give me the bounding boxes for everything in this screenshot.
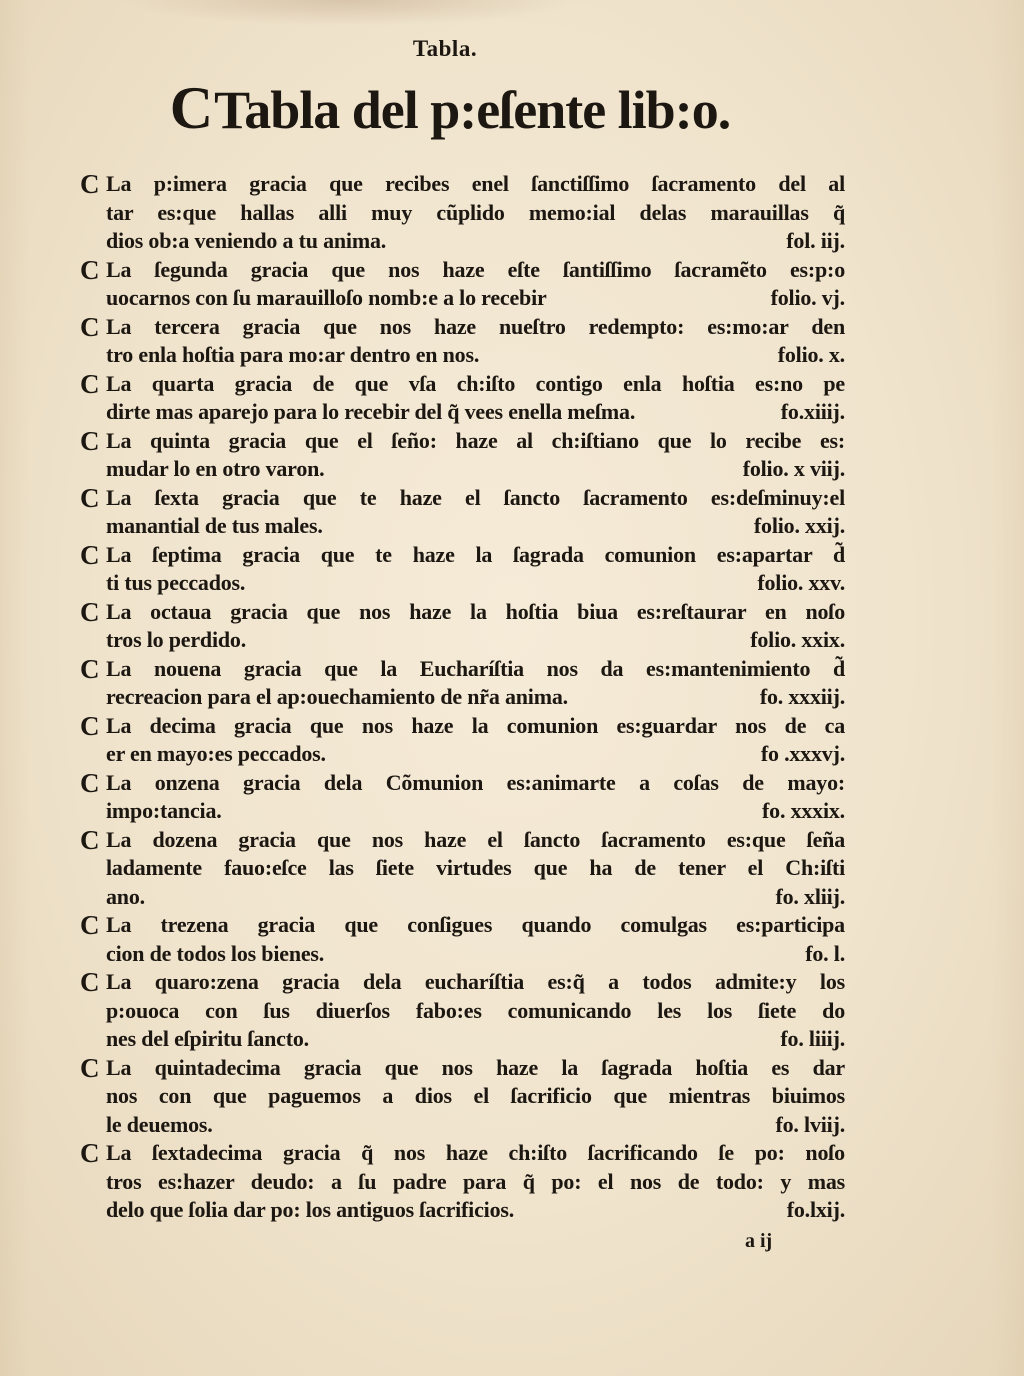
table-of-contents <box>0 170 1024 1225</box>
folio-reference: fo.lxij. <box>786 1197 845 1222</box>
folio-reference: fo. xliij. <box>775 883 845 909</box>
entry-text: nes del eſpiritu ſancto. <box>106 1026 309 1051</box>
paragraph-mark-icon: C <box>80 539 100 570</box>
toc-entry <box>0 1054 1024 1140</box>
folio-reference: folio. xxv. <box>757 570 845 595</box>
entry-line: tar es:que hallas alli muy cũplido memo:ial delas marauillas q̃ <box>106 199 845 225</box>
folio-reference: fo. xxxiij. <box>759 684 845 709</box>
toc-entry <box>0 655 1024 712</box>
folio-reference: fo. liiij. <box>780 1026 845 1051</box>
entry-line: La quintadecima gracia que nos haze la ſagrada hoſtia es dar <box>106 1054 845 1080</box>
entry-line: La quarta gracia de que vſa ch:iſto contigo enla hoſtia es:no pe <box>106 370 845 396</box>
paragraph-mark-icon: C <box>80 596 100 627</box>
entry-last-line <box>106 1196 845 1225</box>
entry-last-line <box>106 683 845 712</box>
paragraph-mark-icon: C <box>80 311 100 342</box>
entry-line: p:ouoca con ſus diuerſos fabo:es comunicando les los ſiete do <box>106 997 845 1023</box>
paragraph-mark-icon: C <box>80 967 100 997</box>
toc-entry <box>0 484 1024 541</box>
toc-entry <box>0 968 1024 1054</box>
folio-reference: fo.xiiij. <box>780 399 845 424</box>
entry-text: ano. <box>106 883 145 909</box>
entry-last-line <box>106 227 845 256</box>
paragraph-mark-icon: C <box>80 425 100 456</box>
folio-reference: folio. x viij. <box>742 456 845 481</box>
entry-text: dios ob:a veniendo a tu anima. <box>106 228 387 253</box>
folio-reference: folio. x. <box>777 342 845 367</box>
folio-reference: fo. xxxix. <box>762 798 845 823</box>
entry-text: mudar lo en otro varon. <box>106 456 325 481</box>
entry-line: La octaua gracia que nos haze la hoſtia biua es:reſtaurar en noſo <box>106 598 845 624</box>
entry-line: ladamente fauo:eſce las ſiete virtudes que ha de tener el Ch:iſti <box>106 855 845 880</box>
entry-text: delo que ſolia dar po: los antiguos ſacrificios. <box>106 1197 515 1222</box>
entry-line: La p:imera gracia que recibes enel ſanctiſſimo ſacramento del al <box>106 171 845 196</box>
toc-entry <box>0 1139 1024 1225</box>
entry-last-line <box>106 740 845 769</box>
entry-text: le deuemos. <box>106 1111 213 1137</box>
entry-text: tros lo perdido. <box>106 627 247 652</box>
toc-entry <box>0 911 1024 968</box>
entry-line: La nouena gracia que la Eucharíſtia nos da es:mantenimiento d̃ <box>106 655 845 681</box>
entry-line: La decima gracia que nos haze la comunion es:guardar nos de ca <box>106 712 845 738</box>
entry-line: La tercera gracia que nos haze nueſtro redempto: es:mo:ar den <box>106 313 845 339</box>
paragraph-mark-icon: C <box>80 368 100 399</box>
entry-text: dirte mas aparejo para lo recebir del q̃ vees enella meſma. <box>106 399 636 424</box>
paragraph-mark-icon: C <box>80 910 100 940</box>
toc-entry <box>0 427 1024 484</box>
entry-last-line <box>106 1025 845 1054</box>
signature-mark: a ij <box>745 1230 773 1252</box>
folio-reference: fo. lviij. <box>775 1111 845 1137</box>
paragraph-mark-icon: C <box>80 169 100 199</box>
entry-text: cion de todos los bienes. <box>106 940 325 966</box>
toc-entry <box>0 712 1024 769</box>
entry-line: La ſexta gracia que te haze el ſancto ſacramento es:deſminuy:el <box>106 484 845 510</box>
entry-last-line <box>106 398 845 427</box>
entry-text: tro enla hoſtia para mo:ar dentro en nos. <box>106 342 480 367</box>
entry-last-line <box>106 1111 845 1140</box>
entry-text: recreacion para el ap:ouechamiento de nr̃a anima. <box>106 684 568 709</box>
entry-line: La ſextadecima gracia q̃ nos haze ch:iſto ſacrificando ſe po: noſo <box>106 1140 845 1165</box>
entry-last-line <box>106 341 845 370</box>
paragraph-mark-icon: C <box>80 254 100 285</box>
folio-reference: fo .xxxvj. <box>760 741 845 766</box>
page-title-text: Tabla del p:eſente lib:o. <box>214 80 731 140</box>
toc-entry <box>0 598 1024 655</box>
paragraph-mark-icon: C <box>80 767 100 798</box>
entry-line: tros es:hazer deudo: a ſu padre para q̃ po: el nos de todo: y mas <box>106 1168 845 1194</box>
running-head: Tabla. <box>412 36 478 61</box>
entry-text: impo:tancia. <box>106 798 222 823</box>
entry-text: ti tus peccados. <box>106 570 246 595</box>
entry-last-line <box>106 797 845 826</box>
toc-entry <box>0 826 1024 912</box>
toc-entry <box>0 313 1024 370</box>
paragraph-mark-icon: C <box>80 1052 100 1083</box>
paragraph-mark-icon: C <box>169 75 213 141</box>
entry-last-line <box>106 626 845 655</box>
folio-reference: folio. xxix. <box>750 627 845 652</box>
entry-line: La onzena gracia dela Cõmunion es:animarte a coſas de mayo: <box>106 769 845 795</box>
entry-last-line <box>106 512 845 541</box>
entry-text: er en mayo:es peccados. <box>106 741 326 766</box>
paper-stain <box>120 0 580 26</box>
toc-entry <box>0 769 1024 826</box>
entry-line: nos con que paguemos a dios el ſacrificio que mientras biuimos <box>106 1083 845 1108</box>
paragraph-mark-icon: C <box>80 653 100 684</box>
entry-text: uocarnos con ſu marauilloſo nomb:e a lo recebir <box>106 285 547 310</box>
entry-line: La ſegunda gracia que nos haze eſte ſantiſſimo ſacramẽto es:p:o <box>106 256 845 282</box>
entry-last-line <box>106 455 845 484</box>
toc-entry <box>0 541 1024 598</box>
folio-reference: fol. iij. <box>786 228 845 253</box>
entry-last-line <box>106 883 845 912</box>
paragraph-mark-icon: C <box>80 824 100 855</box>
paragraph-mark-icon: C <box>80 710 100 741</box>
entry-line: La ſeptima gracia que te haze la ſagrada comunion es:apartar d̃ <box>106 541 845 567</box>
paragraph-mark-icon: C <box>80 482 100 513</box>
entry-line: La dozena gracia que nos haze el ſancto ſacramento es:que ſeña <box>106 826 845 852</box>
folio-reference: folio. xxij. <box>753 513 845 538</box>
toc-entry <box>0 170 1024 256</box>
entry-line: La quinta gracia que el ſeño: haze al ch:iſtiano que lo recibe es: <box>106 427 845 453</box>
entry-last-line <box>106 569 845 598</box>
toc-entry <box>0 256 1024 313</box>
entry-line: La quaro:zena gracia dela eucharíſtia es:q̃ a todos admite:y los <box>106 969 845 994</box>
folio-reference: fo. l. <box>805 940 845 966</box>
entry-line: La trezena gracia que conſigues quando comulgas es:participa <box>106 912 845 937</box>
entry-text: manantial de tus males. <box>106 513 323 538</box>
folio-reference: folio. vj. <box>770 285 845 310</box>
entry-last-line <box>106 940 845 969</box>
paragraph-mark-icon: C <box>80 1138 100 1168</box>
page-title <box>100 74 800 143</box>
toc-entry <box>0 370 1024 427</box>
entry-last-line <box>106 284 845 313</box>
